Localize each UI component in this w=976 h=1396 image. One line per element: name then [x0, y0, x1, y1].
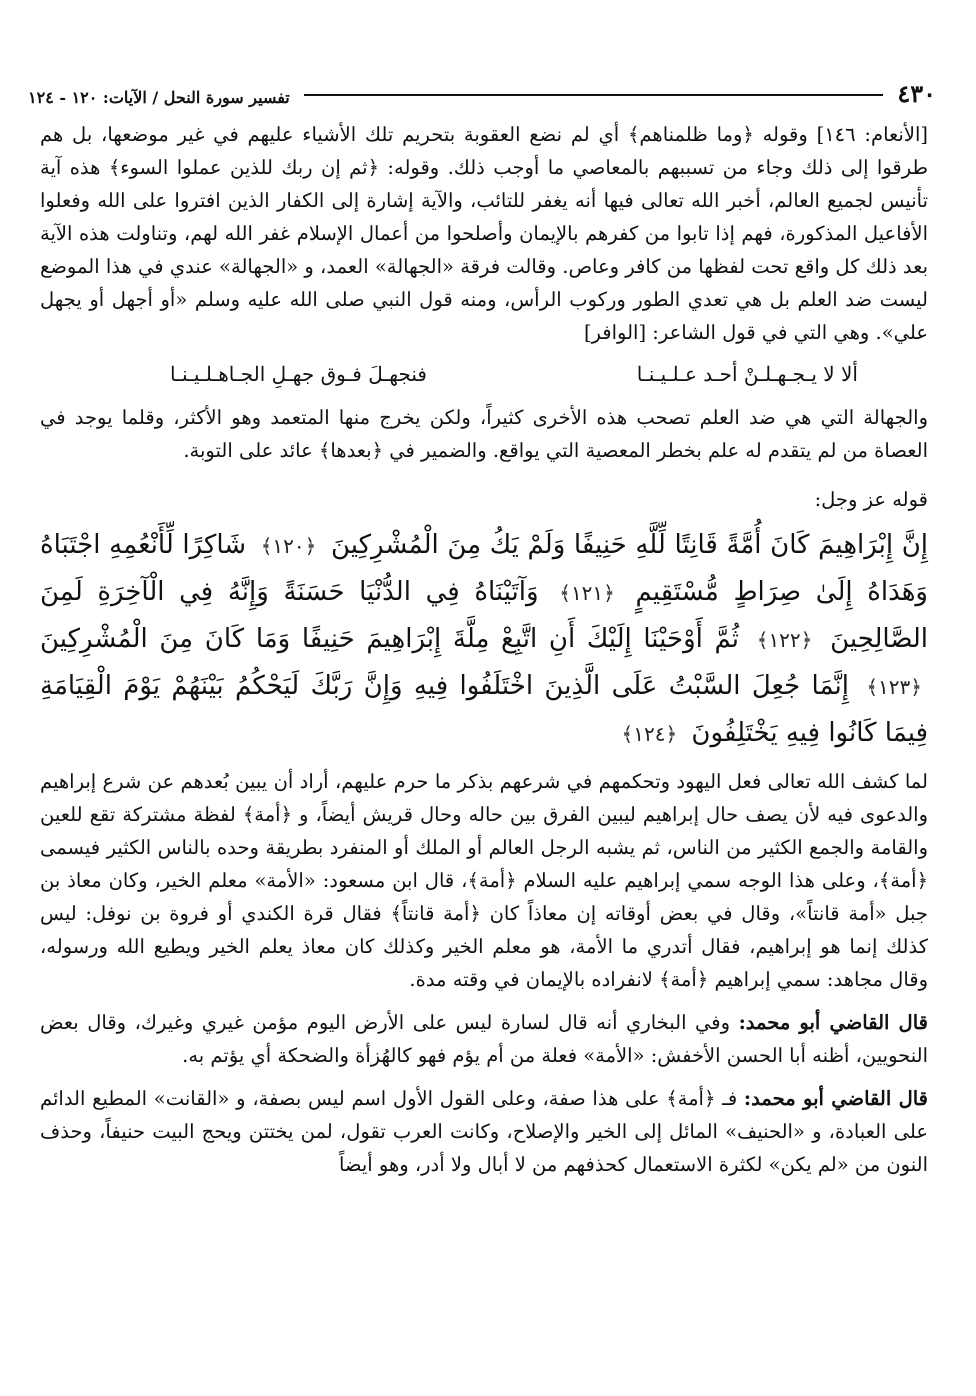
paragraph-5-text: فـ ﴿أمة﴾ على هذا صفة، وعلى القول الأول اسم ليس بصفة، و «القانت» المطيع الدائم على العبادة، و «الحنيف» المائل إلى الخير والإصلاح، وكانت العرب تقول، لمن يختتن ويحج البيت حنيفاً، وحذف النون من «لم يكن» لكثرة الاستعمال كحذفهم من لا أبال ولا أدر، وهو أيضاً — [40, 1087, 928, 1176]
verse-121: شَاكِرًا لِّأَنْعُمِهِ اجْتَبَاهُ وَهَدَاهُ إِلَىٰ صِرَاطٍ مُّسْتَقِيمٍ — [40, 530, 928, 607]
paragraph-5 — [40, 1082, 928, 1181]
running-title: تفسير سورة النحل / الآيات: ١٢٠ - ١٢٤ — [28, 88, 290, 107]
page-number: ٤٣٠ — [897, 79, 936, 108]
spacer — [40, 996, 928, 1006]
verse-123: ثُمَّ أَوْحَيْنَا إِلَيْكَ أَنِ اتَّبِعْ مِلَّةَ إِبْرَاهِيمَ حَنِيفًا وَمَا كَانَ مِنَ الْمُشْرِكِينَ — [40, 624, 740, 654]
verse-120: إِنَّ إِبْرَاهِيمَ كَانَ أُمَّةً قَانِتًا لِّلَّهِ حَنِيفًا وَلَمْ يَكُ مِنَ الْمُشْرِكِينَ — [331, 530, 929, 560]
paragraph-1: [الأنعام: ١٤٦] وقوله ﴿وما ظلمناهم﴾ أي لم نضع العقوبة بتحريم تلك الأشياء عليهم في غير موضعها، بل هم طرقوا إلى ذلك وجاء من تسببهم بالمعاصي ما أوجب ذلك. وقوله: ﴿ثم إن ربك للذين عملوا السوء﴾ هذه آية تأنيس لجميع العالم، أخبر الله تعالى فيها أنه يغفر للتائب، والآية إشارة إلى الكفار الذين افتروا على الله وفعلوا الأفاعيل المذكورة، فهم إذا تابوا من كفرهم بالإيمان وأصلحوا من أعمال الإسلام غفر الله لهم، وتناولت هذه الآية بعد ذلك كل واقع تحت لفظها من كافر وعاص. وقالت فرقة «الجهالة» العمد، و «الجهالة» عندي في هذا الموضع ليست ضد العلم بل هي تعدي الطور وركوب الرأس، ومنه قول النبي صلى الله عليه وسلم «أو أجهل أو يجهل علي». وهي التي في قول الشاعر: [الوافر] — [40, 123, 928, 344]
ayah-number-121: ﴿١٢١﴾ — [559, 581, 615, 605]
verse-122: وَآتَيْنَاهُ فِي الدُّنْيَا حَسَنَةً وَإِنَّهُ فِي الْآخِرَةِ لَمِنَ الصَّالِحِينَ — [40, 577, 929, 654]
paragraph-5-lead: قال القاضي أبو محمد: — [743, 1087, 928, 1110]
paragraph-2: والجهالة التي هي ضد العلم تصحب هذه الأخرى كثيراً، ولكن يخرج منها المتعمد وهو الأكثر، وقلما يوجد في العصاة من لم يتقدم له علم بخطر المعصية التي يواقع. والضمير في ﴿بعدها﴾ عائد على التوبة. — [40, 406, 928, 462]
quran-intro: قوله عز وجل: — [814, 488, 928, 511]
page-header — [28, 72, 936, 106]
ayah-number-124: ﴿١٢٤﴾ — [621, 722, 678, 746]
verse-124: إِنَّمَا جُعِلَ السَّبْتُ عَلَى الَّذِينَ اخْتَلَفُوا فِيهِ وَإِنَّ رَبَّكَ لَيَحْكُمُ بَيْنَهُمْ يَوْمَ الْقِيَامَةِ فِيمَا كَانُوا فِيهِ يَخْتَلِفُونَ — [40, 671, 928, 748]
header-rule — [304, 94, 884, 96]
spacer — [40, 1072, 928, 1082]
ayah-number-122: ﴿١٢٢﴾ — [756, 628, 813, 652]
body-text — [40, 118, 928, 1181]
paragraph-3: لما كشف الله تعالى فعل اليهود وتحكمهم في شرعهم بذكر ما حرم عليهم، أراد أن يبين بُعدهم عن شرع إبراهيم والدعوى فيه لأن يصف حال إبراهيم ليبين الفرق بين حاله وحال قريش أيضاً، و ﴿أمة﴾ لفظة مشتركة تقع للعين والقامة والجمع الكثير من الناس، ثم يشبه الرجل العالم أو الملك أو المنفرد بطريقة وحده بالناس الكثير فيسمى ﴿أمة﴾، وعلى هذا الوجه سمي إبراهيم عليه السلام ﴿أمة﴾، قال ابن مسعود: «الأمة» معلم الخير، وكان معاذ بن جبل «أمة قانتاً»، وقال في بعض أوقاته إن معاذاً كان ﴿أمة قانتاً﴾ فقال قرة الكندي أو فروة بن نوفل: ليس كذلك إنما هو إبراهيم، فقال أتدري ما الأمة، هو معلم الخير وكذلك كان معاذ يعلم الخير ويطيع الله ورسوله، وقال مجاهد: سمي إبراهيم ﴿أمة﴾ لانفراده بالإيمان في وقته مدة. — [40, 770, 928, 991]
ayah-number-123: ﴿١٢٣﴾ — [866, 675, 922, 699]
ayah-number-120: ﴿١٢٠﴾ — [260, 534, 317, 558]
poem-verse — [40, 353, 928, 395]
paragraph-4 — [40, 1006, 928, 1072]
poem-hemistich-2: فنجهـلَ فـوق جهـلِ الجـاهـلـيـنـا — [170, 362, 427, 386]
paragraph-4-text: وفي البخاري أنه قال لسارة ليس على الأرض اليوم مؤمن غيري وغيرك، وقال بعض النحويين، أظنه أبا الحسن الأخفش: «الأمة» فعلة من أم يؤم فهو كالهُزأة والضحكة أي يؤتم به. — [40, 1011, 928, 1067]
paragraph-4-lead: قال القاضي أبو محمد: — [738, 1011, 928, 1034]
quran-passage — [40, 522, 928, 757]
poem-hemistich-1: ألا لا يـجـهـلـنْ أحـد عـلـيـنـا — [636, 362, 858, 386]
